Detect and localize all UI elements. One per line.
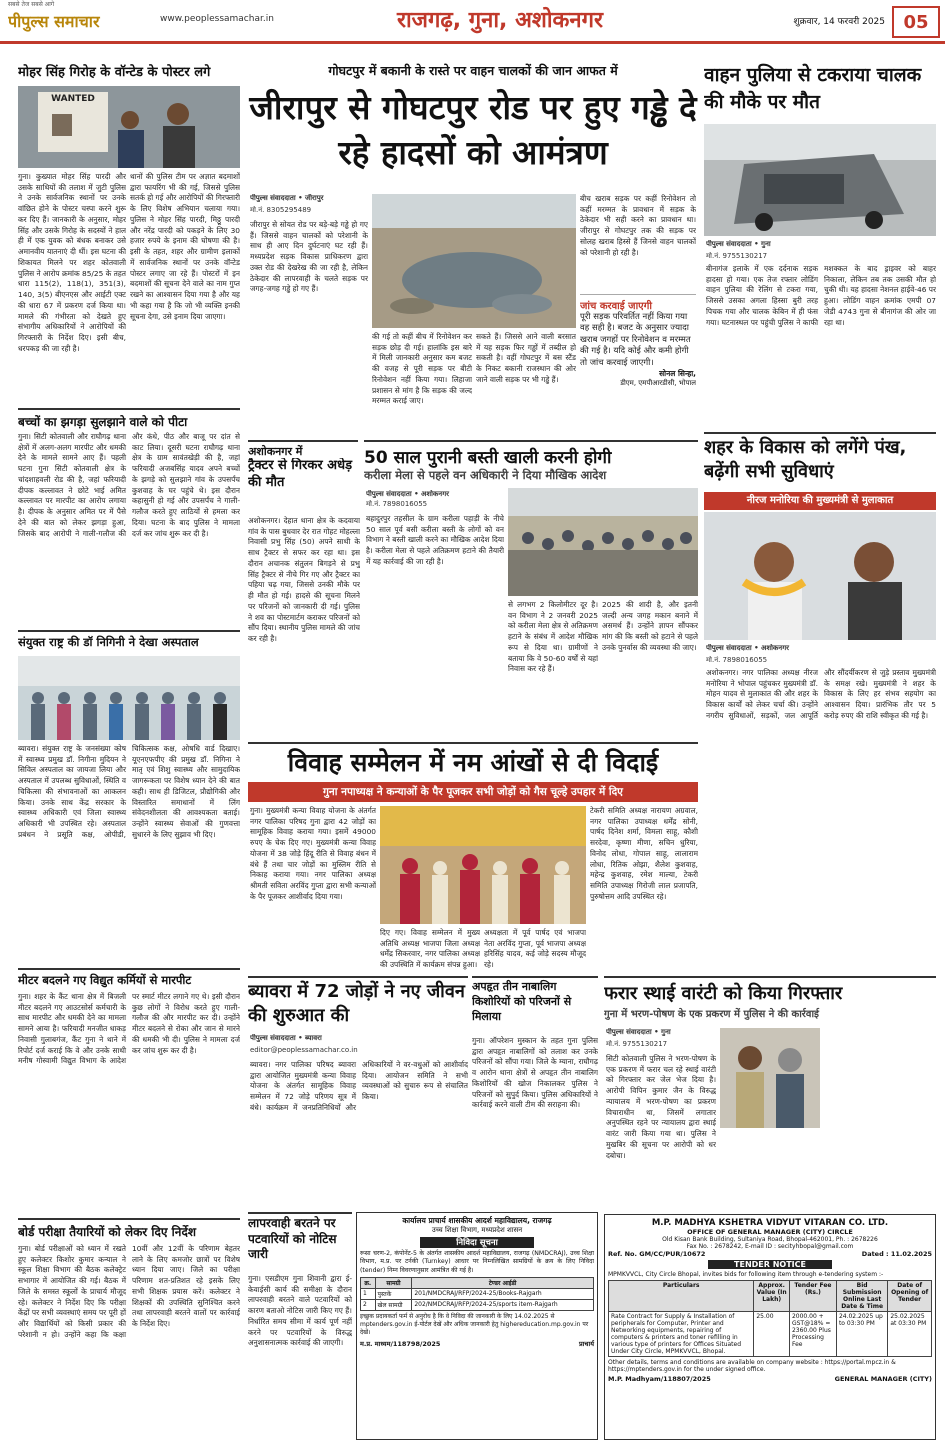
row-value: 25.00 — [754, 1312, 790, 1357]
un-headline-box — [18, 630, 240, 656]
col-value: Approx. Value (In Lakh) — [754, 1281, 790, 1312]
tender-mpkv — [604, 1214, 936, 1440]
table-row — [361, 1300, 594, 1311]
tender-rajgarh-intro: रूसा चरण-2, कंपोनेंट-5 के अंतर्गत शासकीय आदर्श महाविद्यालय, राजगढ़ (NMDCRAJ), उच्च शिक्षा विभाग, म.प्र. पर टर्नकी (Turnkey) आधार पर निम्नलिखित सामग्रियों के क्रय के लिए निविदा (tender) निम्न विवरणानुसार आमंत्रित की गई है। — [360, 1250, 594, 1274]
col-submission: Bid Submission Online Last Date & Time — [836, 1281, 887, 1312]
hospital-group-image — [18, 656, 240, 740]
warrant-mobile: मो.नं. 9755130217 — [606, 1040, 668, 1048]
row-tender: 202/NMDCRAJ/RFP/2024-25/sports item-Rajgarh — [412, 1300, 594, 1311]
region-title: राजगढ़, गुना, अशोकनगर — [360, 2, 640, 40]
byawara-byline: पीपुल्स संवाददाता • ब्यावरा — [250, 1034, 322, 1042]
un-headline: संयुक्त राष्ट्र की डॉ निगिनी ने देखा अस्पताल — [18, 635, 199, 649]
page-number: 05 — [892, 6, 940, 38]
tender-mpkv-sign: GENERAL MANAGER (CITY) — [834, 1375, 932, 1383]
patwari-body: गुना। एसडीएम गुना शिवानी द्वारा ई-केवाईसी कार्य की समीक्षा के दौरान लापरवाही बरतने वाले पटवारियों को कारण बताओ नोटिस जारी किए गए हैं। निर्धारित समय सीमा में कार्य पूर्ण नहीं करने पर पटवारियों के विरुद्ध अनुशासनात्मक कार्रवाई की जाएगी। — [248, 1274, 352, 1348]
quote-name: सोनल सिन्हा, — [659, 369, 696, 379]
mohar-body-col1: गुना। कुख्यात मोहर सिंह पारदी और उसके साथियों की तलाश में जुटी पुलिस ने उनके सार्वजनिक स्थानों पर उनके वांछित होने के पोस्टर चस्पा करने शुरू कर दिए हैं। जानकारी के अनुसार, मोहर सिंह और उसके गिरोह के सदस्यों ने हाल ही में एक युवक को बंधक बनाकर उसे अमानवीय यातनाएं दी थीं। इस घटना की शिकायत मिलने पर शहर कोतवाली पुलिस ने आरोप क्रमांक 85/25 के तहत धारा 115(2), 118(1), 351(3), 140, 3(5) बीएनएस और आईटी एक्ट की धारा 67 में प्रकरण दर्ज किया था। मामले की गंभीरता को देखते हुए संभागीय अधिकारियों ने आरोपियों की गिरफ्तारी के निर्देश दिए। इसी बीच, धरपकड़ की जा रही है। — [18, 172, 126, 353]
row-particulars: Rate Contract for Supply & Installation of peripherals for Computer, Printer and Networking equipments, repairing of computers & printers and toner refilling in various type of printers for Offices Situated Under City Circle, MPMKVVCL, Bhopal. — [609, 1312, 754, 1357]
un-body: ब्यावरा। संयुक्त राष्ट्र के जनसंख्या कोष में स्वास्थ्य प्रमुख डॉ. निगीना मुदियन ने सिविल अस्पताल का जायजा लिया और अस्पताल में उपलब्ध सुविधाओं, स्थिति व चिकित्सा की संभावनाओं का आकलन किया। उनके साथ केंद्र सरकार के स्वास्थ्य अधिकारी एवं जिला स्वास्थ्य अधिकारी भी उपस्थित रहे। अस्पताल प्रबंधन ने प्रसूति कक्ष, ओपीडी, चिकित्सक कक्ष, ओषधि वार्ड दिखाए। यूएनएफपीए की प्रमुख डॉ. निगिना ने मातृ एवं शिशु स्वास्थ्य और सामुदायिक जागरूकता पर विशेष ध्यान देने की बात कही। साथ ही डिजिटल, प्रौद्योगिकी और विस्तारित समाधानों में लिंग संवेदनशीलता की आवश्यकता बताई। उन्होंने स्वास्थ्य सेवाओं की गुणवत्ता सुधारने के लिए सुझाव भी दिए। — [18, 744, 240, 839]
kishori-body: गुना। ऑपरेशन मुस्कान के तहत गुना पुलिस द्वारा अपहृत नाबालिगों को तलाश कर उनके परिजनों को सौंपा गया। जिले के म्याना, राघौगढ़ व आरोन थाना क्षेत्रों से अपहृत तीन नाबालिग किशोरियों की खोज निकालकर पुलिस ने परिजनों को सुपुर्द किया। पुलिस अधिकारियों ने कार्रवाई करने वाली टीम की सराहना की। — [472, 1036, 598, 1110]
col-opening: Date of Opening of Tender — [888, 1281, 932, 1312]
quote-text: पूरी सड़क परिवर्तित नहीं किया गया वह सही है। बजट के अनुसार ज्यादा खराब जगहों पर रिनोवेशन व मरम्मत की गई है। यदि कोई और कमी होगी तो जांच करवाई जाएगी। — [580, 312, 691, 368]
warrant-headline: फरार स्थाई वारंटी को किया गिरफ्तार — [604, 983, 843, 1004]
kishori-headline: अपहृत तीन नाबालिग किशोरियों को परिजनों से मिलाया — [472, 980, 572, 1023]
row-submission: 24.02.2025 up to 03:30 PM — [836, 1312, 887, 1357]
vehicle-headline-box — [704, 62, 936, 122]
tender-mpkv-footer: Other details, terms and conditions are available on company website : https://portal.mpcz.in & https://mptenders.gov.in for the under signed office. — [608, 1359, 896, 1373]
row-item: पुस्तकें — [375, 1289, 412, 1300]
row-no: 1 — [361, 1289, 376, 1300]
vivah-body-col2: दिए गए। विवाह सम्मेलन में मुख्य अतिथि अध्यक्ष भाजपा जिला अध्यक्ष धर्मेंद्र सिकरवार, नगर पालिका अध्यक्ष की उपस्थिति में कार्यक्रम संपन्न हुआ। — [380, 928, 480, 970]
vehicle-photo — [704, 124, 936, 236]
tractor-body: अशोकनगर। देहात थाना क्षेत्र के कदवाया गांव के पास बुधवार देर रात गोहट मोहल्ला निवासी प्रभु सिंह (50) अपने साथी के साथ ट्रैक्टर से सफर कर रहा था। इस दौरान अचानक संतुलन बिगड़ने से प्रभु सिंह ट्रैक्टर से नीचे गिर गए और ट्रैक्टर का पहिया चढ़ गया, जिससे उनकी मौके पर ही मौत हो गई। हादसे की सूचना मिलने पर परिजनों को जानकारी दी गई। पुलिस ने शव का पोस्टमार्टम कराकर परिजनों को सौंप दिया। स्थानीय पुलिस मामले की जांच कर रही है। — [248, 516, 360, 644]
basti-byline: पीपुल्स संवाददाता • अशोकनगर — [366, 490, 449, 498]
mohar-headline: मोहर सिंह गिरोह के वॉन्टेड के पोस्टर लगे — [18, 65, 211, 80]
tender-mpkv-ref: Ref. No. GM/CC/PUR/10672 — [608, 1250, 706, 1258]
tractor-kicker-box — [248, 440, 358, 458]
newspaper-logo: पीपुल्स समाचार — [8, 12, 100, 31]
village-crowd-image — [508, 488, 698, 596]
row-item: खेल सामग्री — [375, 1300, 412, 1311]
children-headline: बच्चों का झगड़ा सुलझाने वाले को पीटा — [18, 415, 188, 429]
poster-wanted-text: WANTED — [51, 94, 95, 104]
patwari-headline: लापरवाही बरतने पर पटवारियों को नोटिस जारी — [248, 1216, 337, 1262]
byawara-headline-box — [248, 976, 468, 1030]
website-url: www.peoplessamachar.in — [160, 14, 274, 24]
mohar-body-col2: थानों की पुलिस टीम पर अज्ञात बदमाशों द्वारा फायरिंग भी की गई, जिससे पुलिस सतर्क हो गई और आरोपियों की गिरफ्तारी के लिए विशेष अभियान चलाया गया। पुलिस ने मोहर सिंह पारदी, मिठ्ठू पारदी और नरेंद्र पारदी को पकड़ने के लिए 30 हजार रुपये के इनाम की घोषणा की है। इसी के तहत, शहर और ग्रामीण इलाकों में सार्वजनिक स्थानों पर उनके वॉन्टेड पोस्टर लगाए जा रहे हैं। पोस्टरों में इन बदमाशों की सूचना देने वाले का नाम गुप्त रखने का आश्वासन दिया गया है और यह भी कहा गया है कि जो भी व्यक्ति इनकी सूचना देगा, उसे इनाम दिया जाएगा। — [130, 172, 240, 321]
jirapur-headline: जीरापुर से गोघटपुर रोड पर हुए गड्ढे दे रहे हादसों को आमंत्रण — [249, 88, 697, 172]
tender-mpkv-table — [608, 1280, 932, 1357]
tender-rajgarh-ref: म.प्र. माध्यम/118798/2025 — [360, 1340, 441, 1349]
potholed-road-image — [372, 194, 576, 328]
basti-headline-box — [364, 440, 698, 468]
tender-mpkv-dated: Dated : 11.02.2025 — [861, 1250, 932, 1258]
tender-rajgarh — [356, 1212, 598, 1440]
tender-mpkv-address: Old Kisan Bank Building, Sultaniya Road, Bhopal-462001, Ph. : 2678226 — [662, 1236, 878, 1243]
warrant-headline-box — [604, 976, 936, 1006]
tender-rajgarh-sign: प्राचार्य — [579, 1340, 594, 1349]
byawara-email: editor@peoplessamachar.co.in — [250, 1046, 358, 1054]
development-headline: शहर के विकास को लगेंगे पंख, बढ़ेंगी सभी सुविधाएं — [704, 437, 907, 483]
mohar-photo — [18, 86, 240, 168]
jirapur-road-photo — [372, 194, 576, 328]
crashed-vehicle-image — [704, 124, 936, 236]
jirapur-body-col2: की गई तो कहीं बीच में रिनोवेशन कर सड़क छोड़ दी गई। हालांकि इस बारे में मिली जानकारी अनुसार कम बजट की वजह से पूरी सड़क पर बीटी रिनोवेशन नहीं किया गया। लिहाजा प्रशासन से मांग है कि सड़क की जल्द मरम्मत कराई जाए। — [372, 332, 472, 406]
mohar-headline-box — [18, 62, 240, 84]
jirapur-body-col3: सकते हैं। जिससे आने वाली बरसात में यह सड़क फिर गड्ढों में तब्दील हो सकती है। वहीं गोघटपुर में बस स्टैंड के निकट बकानी राजस्थान की ओर जाने वाली सड़क पर भी गड्ढे हैं। — [476, 332, 576, 384]
meter-headline-box — [18, 968, 240, 992]
tractor-kicker: अशोकनगर में — [248, 445, 303, 458]
development-headline-box — [704, 432, 936, 492]
vivah-photo — [380, 806, 586, 924]
board-body: गुना। बोर्ड परीक्षाओं को ध्यान में रखते हुए कलेक्टर किशोर कुमार कन्याल ने स्कूल शिक्षा विभाग की बैठक कलेक्ट्रेट सभागार में आयोजित की गई। बैठक में जिले के समस्त स्कूलों के प्राचार्य मौजूद रहे। कलेक्टर ने निर्देश दिए कि परीक्षा केंद्रों पर सभी व्यवस्थाएं समय पर पूरी हों और विद्यार्थियों को किसी प्रकार की परेशानी न हो। उन्होंने कहा कि कक्षा 10वीं और 12वीं के परिणाम बेहतर लाने के लिए कमजोर छात्रों पर विशेष ध्यान दिया जाए। जिले का परीक्षा परिणाम शत-प्रतिशत रहे इसके लिए सभी शिक्षक प्रयास करें। कलेक्टर ने शिक्षकों की उपस्थिति सुनिश्चित करने तथा लापरवाही बरतने वालों पर कार्रवाई के निर्देश दिए। — [18, 1244, 240, 1339]
basti-mobile: मो.नं. 7898016055 — [366, 500, 428, 508]
development-byline: पीपुल्स संवाददाता • अशोकनगर — [706, 644, 789, 652]
arrest-photo-image — [720, 1028, 820, 1128]
vivah-body-col4: टेकरी समिति अध्यक्ष नारायण अग्रवाल, नगर पालिका उपाध्यक्ष धर्मेंद्र सोनी, पार्षद दिनेश शर्मा, विमला साहू, कौशी सरदेवा, कृष्णा मीणा, सचिन धुरिया, विनोद लोधा, गोपाल साहू, लालाराम लोधा, रितिक ओझा, शैलेश कुशवाह, महेन्द्र कुशवाह, रमेश माल्या, टेकरी समिति उपाध्यक्ष गिरोजी लाल प्रजापति, पुरुषोत्तम आदि उपस्थित रहे। — [590, 806, 698, 901]
jirapur-quote-box — [580, 294, 696, 434]
col-fee: Tender Fee (Rs.) — [789, 1281, 836, 1312]
wedding-ceremony-image — [380, 806, 586, 924]
tender-mpkv-refline — [608, 1250, 932, 1258]
jirapur-byline: पीपुल्स संवाददाता • जीरापुर — [250, 194, 324, 202]
row-no: 2 — [361, 1300, 376, 1311]
basti-headline: 50 साल पुरानी बस्ती खाली करनी होगी — [364, 448, 612, 468]
byawara-headline: ब्यावरा में 72 जोड़ों ने नए जीवन की शुरुआत की — [248, 981, 465, 1027]
vivah-headline-box — [248, 742, 698, 782]
meter-body: गुना। शहर के कैंट थाना क्षेत्र में बिजली मीटर बदलने गए आउटसोर्स कर्मचारी के साथ मारपीट और धमकी देने का मामला सामने आया है। फरियादी मनजीत धाकड़ निवासी गुलाबगंज, कैंट गुना ने थाने में रिपोर्ट दर्ज कराई कि वे और उनके साथी मनीष गोस्वामी विद्युत विभाग के आदेश पर स्मार्ट मीटर लगाने गए थे। इसी दौरान कुछ लोगों ने विरोध करते हुए गाली-गलौज की और मारपीट कर दी। उन्होंने मीटर बदलने से रोका और जान से मारने की धमकी भी दी। पुलिस ने मामला दर्ज कर जांच शुरू कर दी है। — [18, 992, 240, 1066]
tender-mpkv-office: OFFICE OF GENERAL MANAGER (CITY) CIRCLE — [687, 1228, 853, 1236]
tender-rajgarh-title: निविदा सूचना — [420, 1237, 534, 1248]
meter-headline: मीटर बदलने गए विद्युत कर्मियों से मारपीट — [18, 973, 192, 987]
logo-tagline: सबसे तेज सबसे आगे — [8, 1, 55, 8]
tender-mpkv-company: M.P. MADHYA KSHETRA VIDYUT VITARAN CO. LTD. — [651, 1218, 889, 1228]
table-row — [361, 1289, 594, 1300]
warrant-byline: पीपुल्स संवाददाता • गुना — [606, 1028, 671, 1036]
kishori-headline-box — [472, 976, 598, 1034]
board-headline: बोर्ड परीक्षा तैयारियों को लेकर दिए निर्देश — [18, 1225, 196, 1239]
basti-body-col3: 2025 की शादी है, और इतनी जल्दी अन्य जगह मकान बनाने में असमर्थ हैं। उन्होंने ज्ञापन सौंपकर मांग की कि बस्ती को हटाने से पहले उनके पुनर्वास की व्यवस्था की जाए। — [602, 600, 698, 652]
board-headline-box — [18, 1218, 240, 1242]
basti-subhead: करीला मेला से पहले वन अधिकारी ने दिया मौखिक आदेश — [364, 468, 607, 482]
vivah-subhead: गुना नपाध्यक्ष ने कन्याओं के पैर पूजकर सभी जोड़ों को गैस चूल्हे उपहार में दिए — [248, 782, 698, 802]
tractor-headline: ट्रैक्टर से गिरकर अधेड़ की मौत — [248, 458, 353, 490]
tender-rajgarh-footer: इच्छुक प्रदायकर्ता फर्म से अनुरोध है कि वे निविदा की जानकारी के लिए 14.02.2025 से mptenders.gov.in ई-पोर्टल देखें और अधिक जानकारी हेतु highereducation.mp.gov.in पर देखें। — [360, 1313, 589, 1337]
quote-title: जांच करवाई जाएगी — [580, 301, 652, 312]
jirapur-kicker: गोघटपुर में बकानी के रास्ते पर वाहन चालकों की जान आफत में — [328, 63, 618, 78]
vehicle-byline: पीपुल्स संवाददाता • गुना — [706, 240, 771, 248]
quote-role: डीएम, एमपीआरडीसी, भोपाल — [620, 379, 696, 388]
row-opening: 25.02.2025 at 03:30 PM — [888, 1312, 932, 1357]
col-tender: टेण्डर आईडी — [412, 1278, 594, 1289]
jirapur-mobile: मो.नं. 8305295489 — [250, 206, 312, 214]
tender-mpkv-madhyam: M.P. Madhyam/118807/2025 — [608, 1375, 711, 1383]
tender-rajgarh-table — [360, 1277, 594, 1311]
jirapur-body-col1: जीरापुर से सोयत रोड पर बड़े-बड़े गड्ढे हो गए हैं। जिससे वाहन चालकों को परेशानी के साथ ही आए दिन दुर्घटनाएं घट रही हैं। मध्यप्रदेश सड़क विकास प्राधिकरण द्वारा उक्त रोड की देखरेख की जा रही है, लेकिन ठेकेदार की लापरवाही के चलते सड़क पर जगह-जगह गड्ढे हो गए हैं। — [250, 220, 368, 294]
basti-body-col2: से लगभग 2 किलोमीटर दूर है। वन विभाग ने 2 जनवरी 2025 को करीला मेला क्षेत्र से अतिक्रमण हटाने के संबंध में आदेश मौखिक रूप से दिया था। ग्रामीणों ने बताया कि वे 50-60 वर्षों से यहां निवास कर रहे हैं। — [508, 600, 598, 674]
col-item: सामग्री — [375, 1278, 412, 1289]
vehicle-mobile: मो.नं. 9755130217 — [706, 252, 768, 260]
cm-meeting-image — [704, 512, 936, 640]
vivah-body-col3: अध्यक्षता में पूर्व पार्षद एवं भाजपा नेता अरविंद गुप्ता, पूर्व भाजपा अध्यक्ष हरिसिंह यादव, कई जोड़े सदस्य मौजूद रहे। — [484, 928, 586, 970]
tender-mpkv-title: TENDER NOTICE — [708, 1260, 832, 1269]
vehicle-body: बीनागंज इलाके में एक दर्दनाक सड़क हादसा हो गया। एक तेज रफ्तार लोडिंग वाहन पुलिया की रेलिंग से टकरा गया, जिससे उसका अगला हिस्सा बुरी तरह पिचक गया और चालक केबिन में ही फंस गया। घटनास्थल पर पहुंची पुलिस ने काफी मशक्कत के बाद ड्राइवर को बाहर निकाला, लेकिन तब तक उसकी मौत हो चुकी थी। यह हादसा नेशनल हाईवे-46 पर हुआ। लोडिंग वाहन क्रमांक एमपी 07 जेडी 4743 गुना से बीनागंज की ओर जा रहा था। — [706, 264, 936, 327]
vivah-body-col1: गुना। मुख्यमंत्री कन्या विवाह योजना के अंतर्गत नगर पालिका परिषद गुना द्वारा 42 जोड़ों का सामूहिक विवाह कराया गया। इसमें 49000 रुपए के चेक दिए गए। मुख्यमंत्री कन्या विवाह योजना में 38 जोड़े हिंदू रीति से विवाह बंधन में बंधे हैं तथा चार जोड़ों का मुस्लिम रीति से निकाह कराया गया। नगर पालिका अध्यक्ष श्रीमती सविता अरविंद गुप्ता द्वारा सभी कन्याओं के पैर पूजकर आशीर्वाद दिया गया। — [250, 806, 376, 901]
col-particulars: Particulars — [609, 1281, 754, 1312]
development-photo — [704, 512, 936, 640]
tender-rajgarh-bottom — [360, 1339, 594, 1348]
row-tender: 201/NMDCRAJ/RFP/2024-25/Books-Rajgarh — [412, 1289, 594, 1300]
issue-date: शुक्रवार, 14 फरवरी 2025 — [793, 17, 885, 27]
development-body: अशोकनगर। नगर पालिका अध्यक्ष नीरज मनोरिया ने भोपाल पहुंचकर मुख्यमंत्री डॉ. मोहन यादव से मुलाकात की और शहर के विकास कार्यों को लेकर चर्चा की। उन्होंने नगरीय सुविधाओं, सड़कों, जल आपूर्ति और सौंदर्यीकरण से जुड़े प्रस्ताव मुख्यमंत्री के समक्ष रखे। मुख्यमंत्री ने शहर के विकास के लिए हर संभव सहयोग का आश्वासन दिया। प्रारंभिक तौर पर 5 करोड़ रुपए की राशि स्वीकृत की गई है। — [706, 668, 936, 720]
vehicle-headline: वाहन पुलिया से टकराया चालक की मौके पर मौत — [704, 64, 922, 113]
basti-body-col1: बहादुरपुर तहसील के ग्राम करीला पहाड़ी के नीचे 50 साल पूर्व बसी करीला बस्ती के लोगों को वन विभाग ने बस्ती खाली करने का मौखिक आदेश दिया है। करीला मेला से पहले अतिक्रमण हटाने की तैयारी में यह कार्रवाई की जा रही है। — [366, 514, 504, 566]
masthead — [0, 0, 945, 44]
un-photo — [18, 656, 240, 740]
col-no: क्र. — [361, 1278, 376, 1289]
vivah-headline: विवाह सम्मेलन में नम आंखों से दी विदाई — [287, 748, 659, 777]
children-body: गुना। सिटी कोतवाली और राघौगढ़ थाना क्षेत्रों में अलग-अलग मारपीट और धमकी देने के मामले सामने आए हैं। पहली घटना गुना सिटी कोतवाली क्षेत्र के चांदशाहवली रोड की है, जहां फरियादी दीपक कल्लावत ने छोटे भाई अमित कल्लावत पर मारपीट का आरोप लगाया है। दीपक के अनुसार अमित पर में पैसे देने की बात को लेकर झगड़ा हुआ, जिसके बाद आरोपी ने गाली-गलौज की और कंधे, पीठ और बाजू पर दांत से काट लिया। दूसरी घटना राघौगढ़ थाना क्षेत्र के ग्राम सावंतखेड़ी की है, जहां फरियादी अजबसिंह यादव अपने बच्चों के झगड़े को सुलझाने गांव के उपसर्पंच कुशवाह के घर पहुंचे थे। इस दौरान कहासुनी हो गई और उपसर्पंच ने गाली-गलौज करते हुए लाठियों से हमला कर दिया। घटना के बाद पुलिस ने मामला दर्ज कर जांच शुरू कर दी है। — [18, 432, 240, 538]
warrant-body: सिटी कोतवाली पुलिस ने भरण-पोषण के एक प्रकरण में फरार चल रहे स्थाई वारंटी को गिरफ्तार कर जेल भेज दिया है। आरोपी विपिन कुमार जैन के विरुद्ध न्यायालय में भरण-पोषण का प्रकरण विचाराधीन था, जिसमें लगातार अनुपस्थित रहने पर न्यायालय द्वारा स्थाई वारंट जारी किया गया था। पुलिस ने मुखबिर की सूचना पर आरोपी को धर दबोचा। — [606, 1054, 716, 1160]
byawara-body: ब्यावरा। नगर पालिका परिषद ब्यावरा द्वारा आयोजित मुख्यमंत्री कन्या विवाह योजना के अंतर्गत सामूहिक विवाह सम्मेलन में 72 जोड़े परिणय सूत्र में बंधे। कार्यक्रम में जनप्रतिनिधियों और अधिकारियों ने वर-वधुओं को आशीर्वाद दिया। आयोजन समिति ने सभी व्यवस्थाओं को सुचारु रूप से संचालित किया। — [250, 1060, 468, 1112]
warrant-photo — [720, 1028, 820, 1128]
tender-mpkv-fax: Fax No. : 2678242, E-mail ID : secityhbopal@gmail.com — [686, 1243, 854, 1250]
table-row — [609, 1312, 932, 1357]
development-subhead: नीरज मनोरिया की मुख्यमंत्री से मुलाकात — [704, 492, 936, 510]
basti-photo — [508, 488, 698, 596]
development-mobile: मो.नं. 7898016055 — [706, 656, 768, 664]
patwari-headline-box — [248, 1212, 352, 1272]
row-fee: 2000.00 + GST@18% = 2360.00 Plus Processing Fee — [789, 1312, 836, 1357]
tender-rajgarh-org: कार्यालय प्राचार्य शासकीय आदर्श महाविद्यालय, राजगढ़ — [402, 1216, 552, 1225]
tender-rajgarh-dept: उच्च शिक्षा विभाग, मध्यप्रदेश शासन — [431, 1226, 523, 1234]
tender-mpkv-bottom — [608, 1375, 932, 1383]
tender-mpkv-intro: MPMKVVCL, City Circle Bhopal, invites bids for following item through e-tendering system :- — [608, 1271, 884, 1278]
warrant-subhead: गुना में भरण-पोषण के एक प्रकरण में पुलिस ने की कार्रवाई — [604, 1009, 819, 1020]
jirapur-body-col4: बीच खराब सड़क पर कहीं रिनोवेशन तो कहीं मरम्मत के प्रावधान में सड़क के ठेकेदार भी सही करने का प्रावधान था। जीरापुर से गोघटपुर तक की सड़क पर सोलह खराब हिस्से हैं जिनसे वाहन चालकों को परेशानी हो रही है। — [580, 194, 696, 257]
